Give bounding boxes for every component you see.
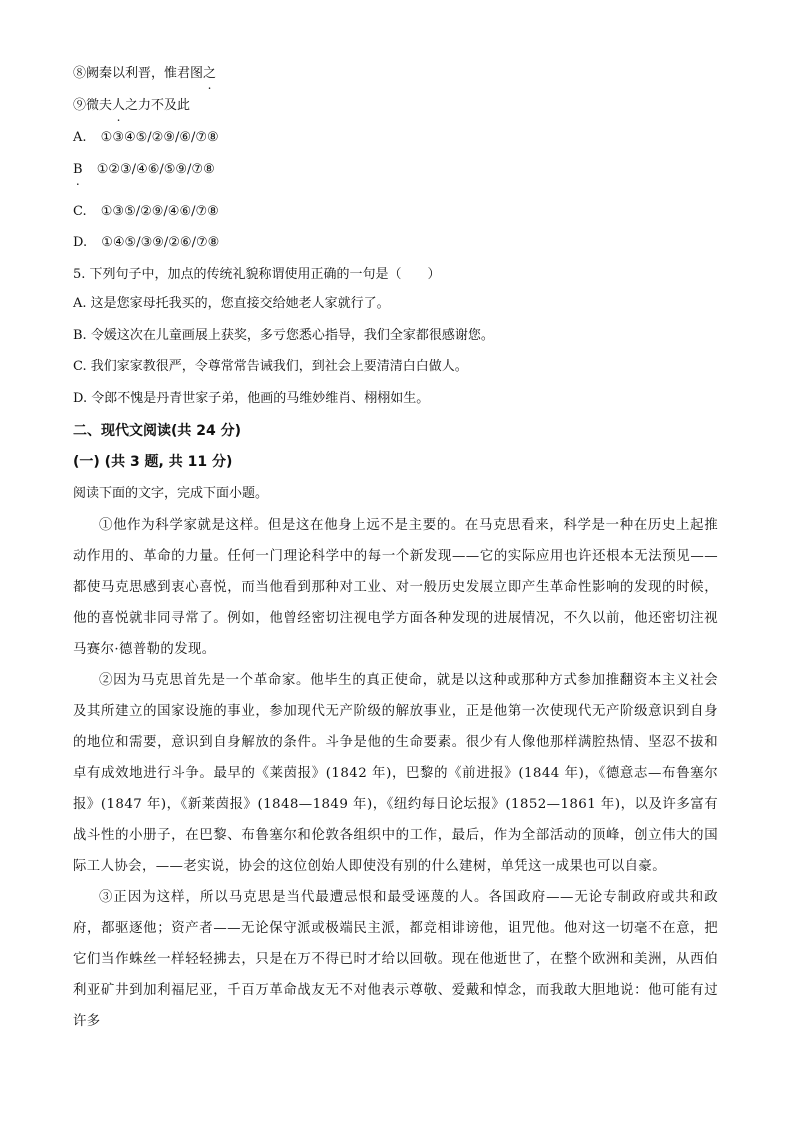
q4-option-b: B . ①②③/④⑥/⑤⑨/⑦⑧ [73,162,215,178]
emphasis-dot: 之 [203,66,217,81]
q4-item-8: ⑧阙秦以利晋，惟君图之 [73,66,217,81]
q4-option-c: C. ①③⑤/②⑨/④⑥/⑦⑧ [73,204,219,219]
q4-item-9: ⑨微夫人之力不及此 [73,98,191,113]
q4-option-d: D. ①④⑤/③⑨/②⑥/⑦⑧ [73,235,220,250]
q5-option-d: D. 令郎不愧是丹青世家子弟，他画的马维妙维肖、栩栩如生。 [73,391,430,406]
section-subtitle: (一) (共 3 题, 共 11 分) [73,454,233,470]
q5-option-a: A. 这是您家母托我买的，您直接交给她老人家就行了。 [73,296,390,311]
passage-paragraph-1: ①他作为科学家就是这样。但是这在他身上远不是主要的。在马克思看来，科学是一种在历史上起推动作用的、革命的力量。任何一门理论科学中的每一个新发现——它的实际应用也许还根本无法预见——都使马克思感到衷心喜悦，而当他看到那种对工业、对一般历史发展立即产生革命性影响的发现的时候，他的喜悦就非同寻常了。例如，他曾经密切注视电学方面各种发现的进展情况，不久以前，他还密切注视马赛尔·德普勒的发现。 [73,518,718,657]
q4-option-a: A. ①③④⑤/②⑨/⑥/⑦⑧ [73,130,219,145]
emphasis-dot: 人 [112,98,126,113]
passage-paragraph-3: ③正因为这样，所以马克思是当代最遭忌恨和最受诬蔑的人。各国政府——无论专制政府或共和政府，都驱逐他；资产者——无论保守派或极端民主派，都竞相诽谤他，诅咒他。他对这一切毫不在意，把它们当作蛛丝一样轻轻拂去，只是在万不得已时才给以回敬。现在他逝世了，在整个欧洲和美洲，从西伯利亚矿井到加利福尼亚，千百万革命战友无不对他表示尊敬、爱戴和悼念，而我敢大胆地说：他可能有过许多 [73,890,718,1029]
q5-option-b: B. 令媛这次在儿童画展上获奖，多亏您悉心指导，我们全家都很感谢您。 [73,328,494,343]
section-title: 二、现代文阅读(共 24 分) [73,423,242,439]
reading-instruction: 阅读下面的文字，完成下面小题。 [73,486,269,501]
passage-paragraph-2: ②因为马克思首先是一个革命家。他毕生的真正使命，就是以这种或那种方式参加推翻资本主义社会及其所建立的国家设施的事业，参加现代无产阶级的解放事业，正是他第一次使现代无产阶级意识到自身的地位和需要，意识到自身解放的条件。斗争是他的生命要素。很少有人像他那样满腔热情、坚忍不拔和卓有成效地进行斗争。最早的《莱茵报》(1842 年)，巴黎的《前进报》(1844 年)，《德意志—布鲁塞尔报》(1847 年)，《新莱茵报》(1848—1849 年)，《纽约每日论坛报》(1852—1861 年)，以及许多富有战斗性的小册子，在巴黎、布鲁塞尔和伦敦各组织中的工作，最后，作为全部活动的顶峰，创立伟大的国际工人协会，——老实说，协会的这位创始人即使没有别的什么建树，单凭这一成果也可以自豪。 [73,673,718,874]
q5-stem: 5. 下列句子中，加点的传统礼貌称谓使用正确的一句是（ ） [73,267,441,282]
q5-option-c: C. 我们家家教很严，令尊常常告诫我们，到社会上要清清白白做人。 [73,359,468,374]
